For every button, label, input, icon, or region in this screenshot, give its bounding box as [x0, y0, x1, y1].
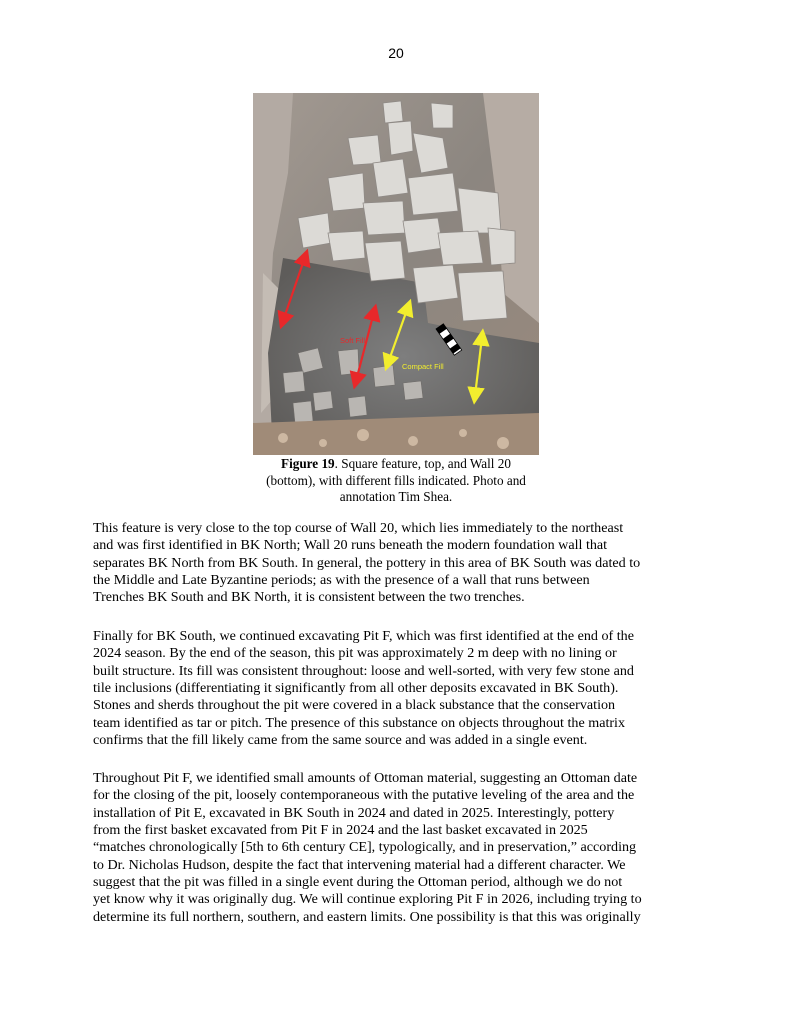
- text-line: “matches chronologically [5th to 6th century CE], typologically, and in preservation,” according: [93, 839, 637, 856]
- excavation-photo: [253, 93, 539, 455]
- text-line: confirms that the fill likely came from the same source and was added in a single event.: [93, 732, 588, 749]
- text-line: Stones and sherds throughout the pit were covered in a black substance that the conservation: [93, 697, 616, 714]
- text-line: and was first identified in BK North; Wall 20 runs beneath the modern foundation wall that: [93, 537, 608, 554]
- text-line: suggest that the pit was filled in a single event during the Ottoman period, although we do not: [93, 874, 623, 891]
- text-line: 2024 season. By the end of the season, this pit was approximately 2 m deep with no lining or: [93, 645, 617, 662]
- text-line: team identified as tar or pitch. The presence of this substance on objects throughout the matrix: [93, 714, 626, 731]
- text-line: for the closing of the pit, loosely contemporaneous with the putative leveling of the area and the: [93, 787, 635, 804]
- paragraph-pit-f: [93, 628, 700, 749]
- text-line: to Dr. Nicholas Hudson, despite the fact that intervening material had a different character. We: [93, 856, 626, 873]
- caption-line: annotation Tim Shea.: [339, 489, 453, 504]
- text-line: tile inclusions (differentiating it significantly from all other deposits excavated in BK South).: [93, 680, 619, 697]
- text-line: Trenches BK South and BK North, it is consistent between the two trenches.: [93, 589, 525, 606]
- text-line: installation of Pit E, excavated in BK South in 2024 and dated in 2025. Interestingly, pottery: [93, 804, 615, 821]
- figure-caption: [246, 456, 546, 506]
- page-number: 20: [388, 45, 404, 61]
- caption-line: (bottom), with different fills indicated. Photo and: [266, 472, 526, 488]
- compact-fill-label: Compact Fill: [402, 362, 444, 371]
- caption-label: Figure 19: [281, 456, 335, 471]
- text-line: Finally for BK South, we continued excavating Pit F, which was first identified at the end of the: [93, 628, 634, 644]
- text-line: the Middle and Late Byzantine periods; as with the presence of a wall that runs between: [93, 572, 590, 589]
- paragraph-wall-20: [93, 520, 700, 607]
- text-line: yet know why it was originally dug. We will continue exploring Pit F in 2026, including trying to: [93, 891, 642, 908]
- text-line: from the first basket excavated from Pit F in 2024 and the last basket excavated in 2025: [93, 822, 588, 839]
- paragraph-ottoman: [93, 770, 700, 926]
- text-line: separates BK North from BK South. In general, the pottery in this area of BK South was dated to: [93, 554, 641, 571]
- text-line: determine its full northern, southern, and eastern limits. One possibility is that this was originally: [93, 908, 641, 925]
- soft-fill-label: Soft Fill: [340, 336, 366, 345]
- text-line: This feature is very close to the top course of Wall 20, which lies immediately to the northeast: [93, 520, 624, 536]
- text-line: Throughout Pit F, we identified small amounts of Ottoman material, suggesting an Ottoman date: [93, 770, 638, 786]
- caption-line: . Square feature, top, and Wall 20: [334, 456, 511, 471]
- text-line: built structure. Its fill was consistent throughout: loose and well-sorted, with very few stone and: [93, 662, 634, 679]
